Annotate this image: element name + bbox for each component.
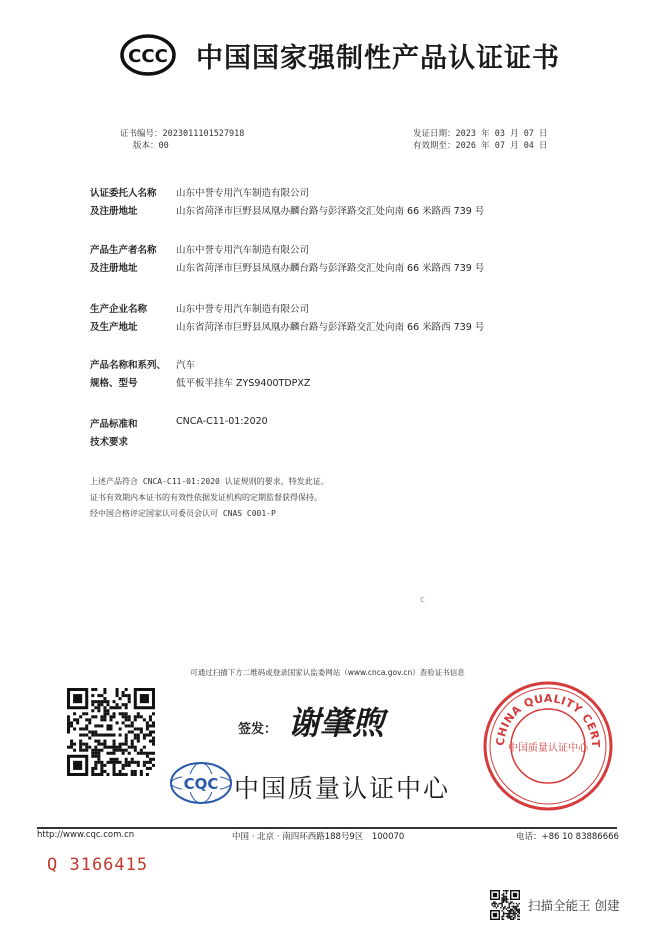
applicant-label-2: 及注册地址 xyxy=(90,206,138,217)
cqc-logo-text: CQC xyxy=(183,775,219,793)
verification-qr-code[interactable] xyxy=(67,688,155,776)
issuer-name: 中国质量认证中心 xyxy=(234,774,451,803)
expiry-date: 2026 年 07 月 04 日 xyxy=(455,141,548,151)
version-label: 版本： xyxy=(133,141,159,151)
statement-2: 证书有效期内本证书的有效性依据发证机构的定期监督获得保持。 xyxy=(90,493,322,502)
statement-1: 上述产品符合 CNCA-C11-01:2020 认证规则的要求，特发此证。 xyxy=(90,477,329,486)
version-value: 00 xyxy=(158,141,169,151)
product-model: 低平板半挂车 ZYS9400TDPXZ xyxy=(176,378,311,389)
applicant-address: 山东省菏泽市巨野县凤凰办麟台路与彭泽路交汇处向南 66 米路西 739 号 xyxy=(176,206,485,217)
issue-date-row xyxy=(413,127,548,139)
seal-outer-text: CHINA QUALITY CERT xyxy=(493,691,603,749)
factory-address: 山东省菏泽市巨野县凤凰办麟台路与彭泽路交汇处向南 66 米路西 739 号 xyxy=(176,322,485,333)
manufacturer-address: 山东省菏泽市巨野县凤凰办麟台路与彭泽路交汇处向南 66 米路西 739 号 xyxy=(176,263,485,274)
version-row xyxy=(133,139,169,151)
manufacturer-label-1: 产品生产者名称 xyxy=(90,245,157,256)
factory-label-2: 及生产地址 xyxy=(90,322,138,333)
serial-number: Q 3166415 xyxy=(47,855,149,875)
ccc-logo-text: CCC xyxy=(128,46,168,67)
factory-label-1: 生产企业名称 xyxy=(90,304,148,315)
stray-mark: c xyxy=(420,595,425,605)
factory-name: 山东中誉专用汽车制造有限公司 xyxy=(176,304,310,315)
footer-address: 中国 · 北京 · 南四环西路188号9区 100070 xyxy=(232,832,405,842)
signature-name: 谢肇煦 xyxy=(288,704,385,742)
verification-notice: 可通过扫描下方二维码或登录国家认监委网站（www.cnca.gov.cn）查验证书信息 xyxy=(190,668,465,677)
product-label-2: 规格、型号 xyxy=(90,378,138,389)
statement-3: 经中国合格评定国家认可委员会认可 CNAS C001-P xyxy=(90,509,276,518)
standard-label-1: 产品标准和 xyxy=(90,419,138,430)
certificate-title: 中国国家强制性产品认证证书 xyxy=(196,43,560,74)
signature-label: 签发： xyxy=(238,722,278,737)
expiry-date-row xyxy=(413,139,548,151)
issue-date: 2023 年 03 月 07 日 xyxy=(455,129,548,139)
product-label-1: 产品名称和系列、 xyxy=(90,360,167,371)
standard-label-2: 技术要求 xyxy=(90,437,129,448)
footer-divider xyxy=(37,827,617,829)
footer-website[interactable]: http://www.cqc.com.cn xyxy=(37,830,135,840)
product-name: 汽车 xyxy=(176,360,196,371)
standard-value: CNCA-C11-01:2020 xyxy=(176,416,268,427)
expiry-date-label: 有效期至： xyxy=(413,141,456,151)
cqc-logo xyxy=(168,760,234,806)
official-seal xyxy=(482,680,614,812)
footer-phone: 电话：+86 10 83886666 xyxy=(516,832,619,842)
scanner-watermark: 扫描全能王 创建 xyxy=(528,898,620,913)
applicant-label-1: 认证委托人名称 xyxy=(90,188,157,199)
signature xyxy=(284,698,414,744)
issue-date-label: 发证日期： xyxy=(413,129,456,139)
cert-number: 2023011101527918 xyxy=(162,129,245,139)
seal-inner-text: 中国质量认证中心 xyxy=(508,743,588,754)
manufacturer-label-2: 及注册地址 xyxy=(90,263,138,274)
manufacturer-name: 山东中誉专用汽车制造有限公司 xyxy=(176,245,310,256)
ccc-logo xyxy=(120,34,176,76)
cert-number-row xyxy=(120,127,244,139)
scanner-qr-icon xyxy=(490,890,520,920)
cert-number-label: 证书编号： xyxy=(120,129,163,139)
applicant-name: 山东中誉专用汽车制造有限公司 xyxy=(176,188,310,199)
